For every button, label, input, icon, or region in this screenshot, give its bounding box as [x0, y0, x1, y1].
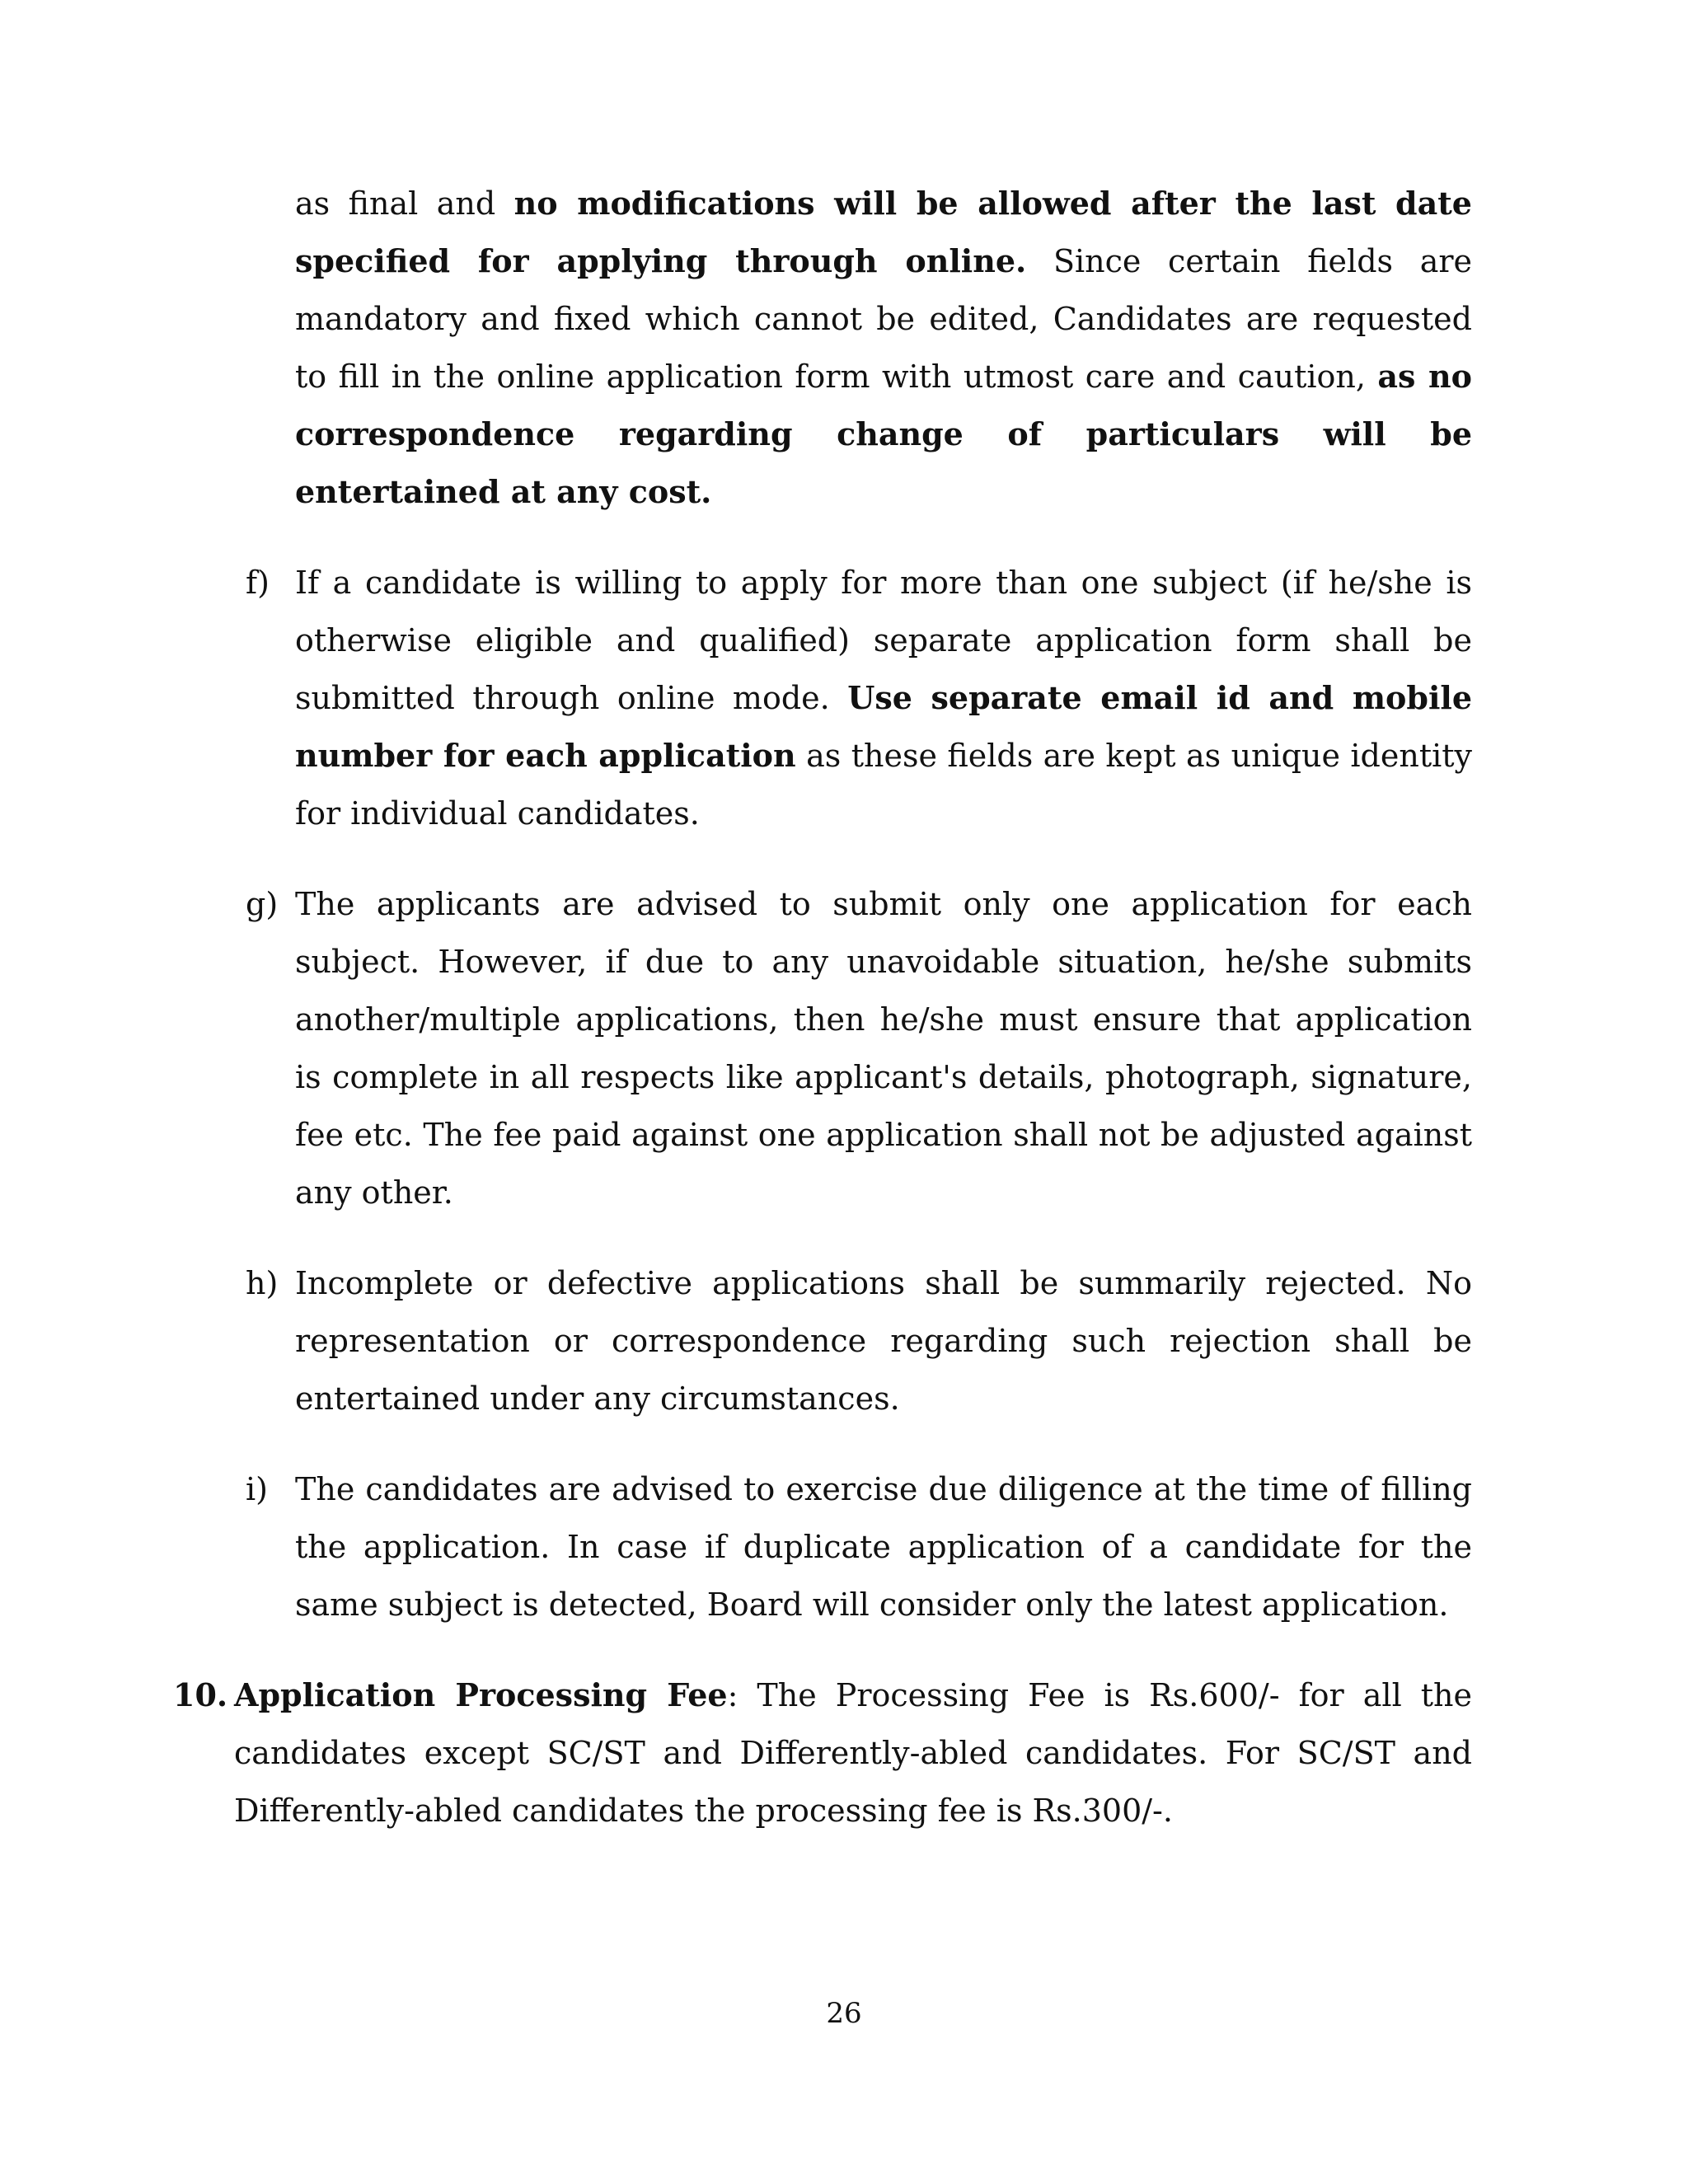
- item-f-paragraph: [295, 554, 1472, 842]
- section-10-paragraph: [234, 1666, 1472, 1840]
- continuation-bold-2: as no correspondence regarding change of particulars will be entertained at any cost.: [295, 358, 1473, 510]
- continuation-text-2: Since certain fields are mandatory and fixed which cannot be edited, Candidates are requested to fill in the online application form with utmost care and caution,: [295, 243, 1472, 395]
- item-g-text: The applicants are advised to submit only one application for each subject. However, if due to any unavoidable situation, he/she submits another/multiple applications, then he/she must ensure that application is complete in all respects like applicant's details, photograph, signature, fee etc. The fee paid against one application shall not be adjusted against any other.: [295, 886, 1472, 1211]
- continuation-bold-1: no modifications will be allowed after the last date specified for applying through online.: [295, 185, 1472, 279]
- item-i-paragraph: [295, 1460, 1472, 1633]
- item-g-marker: g): [246, 886, 279, 922]
- item-h-paragraph: [295, 1254, 1472, 1427]
- item-f-marker: f): [246, 565, 270, 601]
- item-f-text-2: as these fields are kept as unique identity for individual candidates.: [295, 738, 1473, 832]
- item-g-paragraph: [295, 875, 1472, 1221]
- section-10-text: : The Processing Fee is Rs.600/- for all the candidates except SC/ST and Differently-abled candidates. For SC/ST and Differently-abled candidates the processing fee is Rs.300/-.: [234, 1677, 1473, 1829]
- item-i-text: The candidates are advised to exercise due diligence at the time of filling the application. In case if duplicate application of a candidate for the same subject is detected, Board will consider only the latest application.: [295, 1471, 1472, 1623]
- page-number: 26: [826, 1997, 862, 2030]
- section-10-heading: Application Processing Fee: [234, 1676, 728, 1713]
- item-h-text: Incomplete or defective applications shall be summarily rejected. No representation or correspondence regarding such rejection shall be entertained under any circumstances.: [295, 1265, 1472, 1417]
- continuation-paragraph: [295, 175, 1472, 521]
- item-h-marker: h): [246, 1265, 279, 1301]
- item-f-text-1: If a candidate is willing to apply for more than one subject (if he/she is otherwise eligible and qualified) separate application form shall be submitted through online mode.: [295, 565, 1472, 716]
- section-10-number: 10.: [173, 1676, 228, 1713]
- item-f-bold: Use separate email id and mobile number for each application: [295, 679, 1473, 774]
- item-i-marker: i): [246, 1471, 268, 1507]
- continuation-text-1: as final and: [295, 185, 514, 222]
